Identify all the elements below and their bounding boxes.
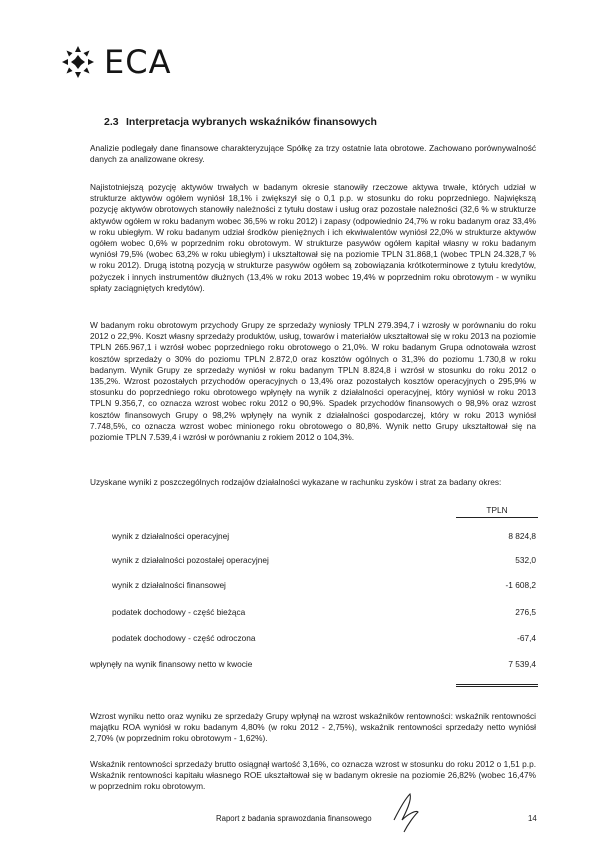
row-value: -1 608,2 xyxy=(505,580,536,590)
section-title: Interpretacja wybranych wskaźników finansowych xyxy=(126,116,377,128)
row-value: 8 824,8 xyxy=(508,531,536,541)
paragraph-assets: Najistotniejszą pozycję aktywów trwałych w badanym okresie stanowiły rzeczowe aktywa trwałe, których udział w strukturze aktywów ogółem wyniósł 18,1% i zwiększył się o 0,1 p.p. w stosunku do roku poprzedniego. Największą pozycję aktywów obrotowych stanowiły należności z tytułu dostaw i usług oraz pozostałe należności (32,6 % w strukturze aktywów ogółem w roku badanym wobec 36,5% w roku 2012) i zapasy (odpowiednio 24,7% w roku badanym oraz 33,4% w roku ubiegłym. W roku badanym udział środków pieniężnych i ich ekwiwalentów wyniósł 22,0% w strukturze aktywów ogółem wobec 0,6% w poprzednim roku obrotowym. W strukturze pasywów ogółem kapitał własny w roku badanym wyniósł 79,5% (wobec 63,2% w roku ubiegłym) i ukształtował się na poziomie TPLN 31.868,1 (wobec TPLN 24.328,7 % w roku 2012). Drugą istotną pozycją w strukturze pasywów ogółem są zobowiązania krótkoterminowe z tytułu kredytów, pożyczek i innych instrumentów dłużnych (13,4% w roku 2013 wobec 19,4% w poprzednim roku obrotowym - w wyniku spłaty zaciągniętych kredytów). xyxy=(90,182,536,293)
table-row xyxy=(90,607,536,619)
row-label: wynik z działalności finansowej xyxy=(112,580,226,590)
row-label: wynik z działalności operacyjnej xyxy=(112,531,230,541)
row-label: podatek dochodowy - część bieżąca xyxy=(112,607,246,617)
table-row xyxy=(90,555,536,567)
row-value: -67,4 xyxy=(517,633,536,643)
paragraph-ratios: Wskaźnik rentowności sprzedaży brutto osiągnął wartość 3,16%, co oznacza wzrost w stosunku do roku 2012 o 1,51 p.p. Wskaźnik rentowności kapitału własnego ROE ukształtował się w badanym okresie na poziomie 26,82% (wobec 16,47% w poprzednim roku obrotowym. xyxy=(90,759,536,792)
row-value: 276,5 xyxy=(515,607,536,617)
row-label: wynik z działalności pozostałej operacyjnej xyxy=(112,555,269,565)
row-label: wpłynęły na wynik finansowy netto w kwocie xyxy=(90,659,253,669)
footer-text: Raport z badania sprawozdania finansowego xyxy=(216,814,372,823)
table-row-total xyxy=(90,659,536,671)
signature xyxy=(386,790,426,834)
paragraph-revenue: W badanym roku obrotowym przychody Grupy ze sprzedaży wyniosły TPLN 279.394,7 i wzrosły w porównaniu do roku 2012 o 22,9%. Koszt własny sprzedaży produktów, usług, towarów i materiałów ukształtował się w roku 2013 na poziomie TPLN 265.967,1 i wzrósł wobec poprzedniego roku obrotowego o 21,0%. W roku badanym Grupa odnotowała wzrost kosztów sprzedaży o 30% do poziomu TPLN 2.872,0 oraz kosztów ogólnych o 31,3% do poziomu 1.730,8 w roku badanym. Wynik Grupy ze sprzedaży wyniósł w roku badanym TPLN 8.824,8 i wzrósł w stosunku do roku 2012 o 135,2%. Wzrost pozostałych przychodów operacyjnych o 13,4% oraz pozostałych kosztów operacyjnych o 295,9% w stosunku do poprzedniego roku obrotowego wpłynęły na wynik z działalności operacyjnej, który wyniósł w roku 2013 TPLN 9.356,7, co oznacza wzrost wobec roku 2012 o 90,9%. Spadek przychodów finansowych o 98,9% oraz wzrost kosztów finansowych Grupy o 98,2% wpłynęły na wynik z działalności gospodarczej, który w roku 2013 wyniósł 7.748,5%, co oznacza wzrost wobec minionego roku obrotowego o 80,8%. Wynik netto Grupy ukształtował się na poziomie TPLN 7.539,4 i wzrósł w porównaniu z rokiem 2012 o 104,3%. xyxy=(90,320,536,443)
table-rule xyxy=(456,517,538,518)
table-row xyxy=(90,633,536,645)
section-heading xyxy=(104,116,377,128)
row-value: 532,0 xyxy=(515,555,536,565)
row-value: 7 539,4 xyxy=(508,659,536,669)
table-rule xyxy=(456,684,538,685)
table-header-tpln: TPLN xyxy=(486,505,508,515)
paragraph-profitability: Wzrost wyniku netto oraz wyniku ze sprzedaży Grupy wpłynął na wzrost wskaźników rentowności: wskaźnik rentowności majątku ROA wyniósł w roku badanym 4,80% (w roku 2012 - 2,75%), wskaźnik rentowności sprzedaży netto wyniósł 2,70% (w poprzednim roku obrotowym - 1,62%). xyxy=(90,711,536,744)
page-number: 14 xyxy=(528,814,537,823)
table-rule xyxy=(456,686,538,687)
logo-text: ECA xyxy=(104,43,172,81)
eca-star-icon xyxy=(60,44,96,80)
table-row xyxy=(90,580,536,592)
eca-logo xyxy=(60,44,171,80)
paragraph-intro: Analizie podlegały dane finansowe charakteryzujące Spółkę za trzy ostatnie lata obrotowe. Zachowano porównywalność danych za analizowane okresy. xyxy=(90,143,536,165)
row-label: podatek dochodowy - część odroczona xyxy=(112,633,256,643)
section-number: 2.3 xyxy=(104,116,119,128)
paragraph-results-intro: Uzyskane wyniki z poszczególnych rodzajów działalności wykazane w rachunku zysków i strat za badany okres: xyxy=(90,477,502,487)
table-row xyxy=(90,531,536,543)
